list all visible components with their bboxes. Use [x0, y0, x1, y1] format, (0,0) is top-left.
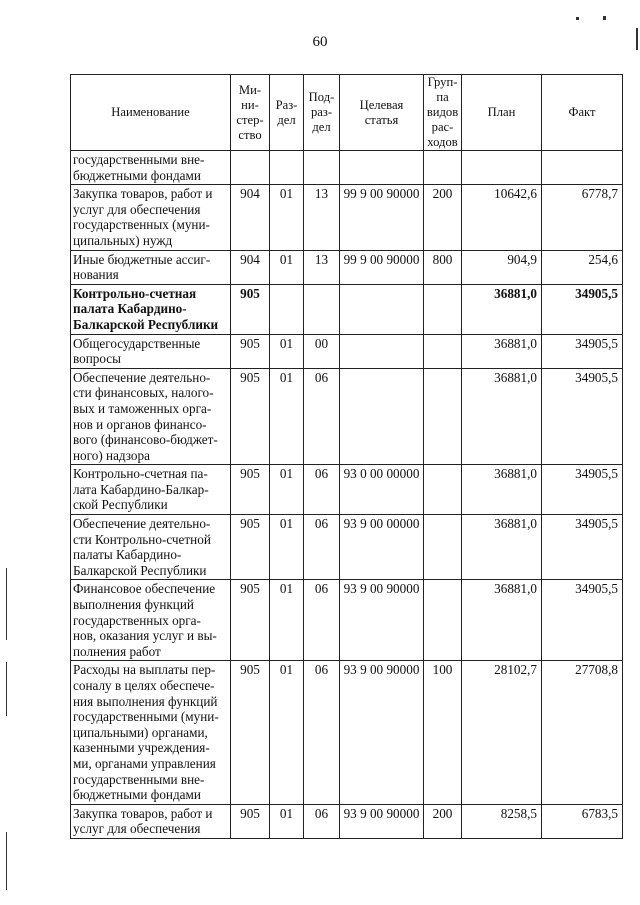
cell-group: 100: [424, 661, 462, 804]
cell-target: 93 9 00 90000: [340, 661, 424, 804]
cell-name: Закупка товаров, работ и услуг для обеспечения: [71, 804, 231, 838]
cell-name: Контрольно-счетная па- лата Кабардино-Балкар- ской Республики: [71, 465, 231, 515]
table-row: [71, 804, 623, 838]
cell-name: Расходы на выплаты пер- соналу в целях обеспече- ния выполнения функций государственными (муни- ципальными) органами, казенными учреждения- ми, органами управления государственными вне- бюджетными фондами: [71, 661, 231, 804]
cell-section: [270, 151, 304, 185]
cell-fact: [542, 151, 623, 185]
cell-group: 200: [424, 185, 462, 250]
cell-fact: 6783,5: [542, 804, 623, 838]
cell-plan: 28102,7: [462, 661, 542, 804]
cell-group: [424, 368, 462, 465]
cell-ministry: 905: [231, 661, 270, 804]
table-row: [71, 250, 623, 284]
cell-name: Общегосударственные вопросы: [71, 334, 231, 368]
cell-subsection: 13: [304, 185, 340, 250]
table-row: [71, 515, 623, 580]
cell-fact: 34905,5: [542, 465, 623, 515]
cell-name: Обеспечение деятельно- сти Контрольно-счетной палаты Кабардино- Балкарской Республики: [71, 515, 231, 580]
header-section: Раз- дел: [270, 75, 304, 151]
table-header-row: [71, 75, 623, 151]
cell-fact: 6778,7: [542, 185, 623, 250]
cell-ministry: 905: [231, 580, 270, 661]
table-row: [71, 151, 623, 185]
cell-target: [340, 151, 424, 185]
header-name: Наименование: [71, 75, 231, 151]
cell-target: 93 9 00 00000: [340, 515, 424, 580]
table-row: [71, 580, 623, 661]
cell-name: Иные бюджетные ассиг- нования: [71, 250, 231, 284]
cell-subsection: 06: [304, 515, 340, 580]
cell-plan: 10642,6: [462, 185, 542, 250]
cell-plan: 8258,5: [462, 804, 542, 838]
cell-name: Контрольно-счетная палата Кабардино- Балкарской Республики: [71, 284, 231, 334]
cell-name: государственными вне- бюджетными фондами: [71, 151, 231, 185]
cell-ministry: 905: [231, 465, 270, 515]
cell-subsection: 06: [304, 661, 340, 804]
cell-plan: 36881,0: [462, 465, 542, 515]
cell-target: [340, 334, 424, 368]
cell-subsection: [304, 284, 340, 334]
scan-edge-line: [6, 662, 7, 716]
cell-group: [424, 580, 462, 661]
cell-ministry: [231, 151, 270, 185]
cell-name: Закупка товаров, работ и услуг для обеспечения государственных (муни- ципальных) нужд: [71, 185, 231, 250]
cell-target: 99 9 00 90000: [340, 185, 424, 250]
table-row: [71, 368, 623, 465]
cell-group: [424, 515, 462, 580]
cell-target: 93 9 00 90000: [340, 804, 424, 838]
cell-ministry: 905: [231, 368, 270, 465]
cell-section: 01: [270, 185, 304, 250]
cell-target: 93 9 00 90000: [340, 580, 424, 661]
cell-name: Финансовое обеспечение выполнения функций государственных орга- нов, оказания услуг и вы- полнения работ: [71, 580, 231, 661]
cell-target: 99 9 00 90000: [340, 250, 424, 284]
cell-ministry: 904: [231, 250, 270, 284]
budget-table: [70, 74, 623, 839]
cell-ministry: 904: [231, 185, 270, 250]
cell-section: 01: [270, 804, 304, 838]
header-target: Целевая статья: [340, 75, 424, 151]
header-fact: Факт: [542, 75, 623, 151]
cell-fact: 34905,5: [542, 368, 623, 465]
cell-subsection: 00: [304, 334, 340, 368]
cell-fact: 34905,5: [542, 284, 623, 334]
cell-plan: 36881,0: [462, 515, 542, 580]
header-subsection: Под- раз- дел: [304, 75, 340, 151]
cell-section: 01: [270, 580, 304, 661]
cell-plan: 36881,0: [462, 334, 542, 368]
cell-fact: 34905,5: [542, 334, 623, 368]
cell-ministry: 905: [231, 804, 270, 838]
scan-edge-line: [636, 28, 638, 50]
cell-subsection: 13: [304, 250, 340, 284]
cell-fact: 34905,5: [542, 515, 623, 580]
scan-edge-line: [6, 568, 7, 640]
cell-group: [424, 151, 462, 185]
cell-plan: 36881,0: [462, 368, 542, 465]
scan-mark-dot: [603, 16, 606, 20]
table-row: [71, 185, 623, 250]
cell-plan: 36881,0: [462, 580, 542, 661]
scan-mark-dot: [576, 17, 579, 20]
cell-fact: 34905,5: [542, 580, 623, 661]
cell-subsection: 06: [304, 465, 340, 515]
cell-group: [424, 334, 462, 368]
cell-section: 01: [270, 465, 304, 515]
cell-plan: 904,9: [462, 250, 542, 284]
cell-subsection: 06: [304, 804, 340, 838]
cell-ministry: 905: [231, 515, 270, 580]
table-row: [71, 661, 623, 804]
cell-target: [340, 368, 424, 465]
cell-group: [424, 465, 462, 515]
header-plan: План: [462, 75, 542, 151]
cell-section: 01: [270, 334, 304, 368]
cell-section: 01: [270, 368, 304, 465]
table-row: [71, 284, 623, 334]
cell-plan: 36881,0: [462, 284, 542, 334]
cell-group: 800: [424, 250, 462, 284]
cell-name: Обеспечение деятельно- сти финансовых, налого- вых и таможенных орга- нов и органов финансо- вого (финансово-бюджет- ного) надзора: [71, 368, 231, 465]
table-row: [71, 465, 623, 515]
cell-section: 01: [270, 515, 304, 580]
cell-target: [340, 284, 424, 334]
cell-section: 01: [270, 661, 304, 804]
cell-group: [424, 284, 462, 334]
cell-subsection: 06: [304, 580, 340, 661]
cell-group: 200: [424, 804, 462, 838]
page-number: 60: [312, 34, 328, 50]
cell-subsection: [304, 151, 340, 185]
cell-target: 93 0 00 00000: [340, 465, 424, 515]
header-group: Груп- па видов рас- ходов: [424, 75, 462, 151]
cell-ministry: 905: [231, 334, 270, 368]
cell-fact: 27708,8: [542, 661, 623, 804]
table-row: [71, 334, 623, 368]
header-ministry: Ми- ни- стер- ство: [231, 75, 270, 151]
cell-section: 01: [270, 250, 304, 284]
cell-fact: 254,6: [542, 250, 623, 284]
cell-subsection: 06: [304, 368, 340, 465]
cell-ministry: 905: [231, 284, 270, 334]
cell-section: [270, 284, 304, 334]
scan-edge-line: [6, 832, 7, 890]
cell-plan: [462, 151, 542, 185]
